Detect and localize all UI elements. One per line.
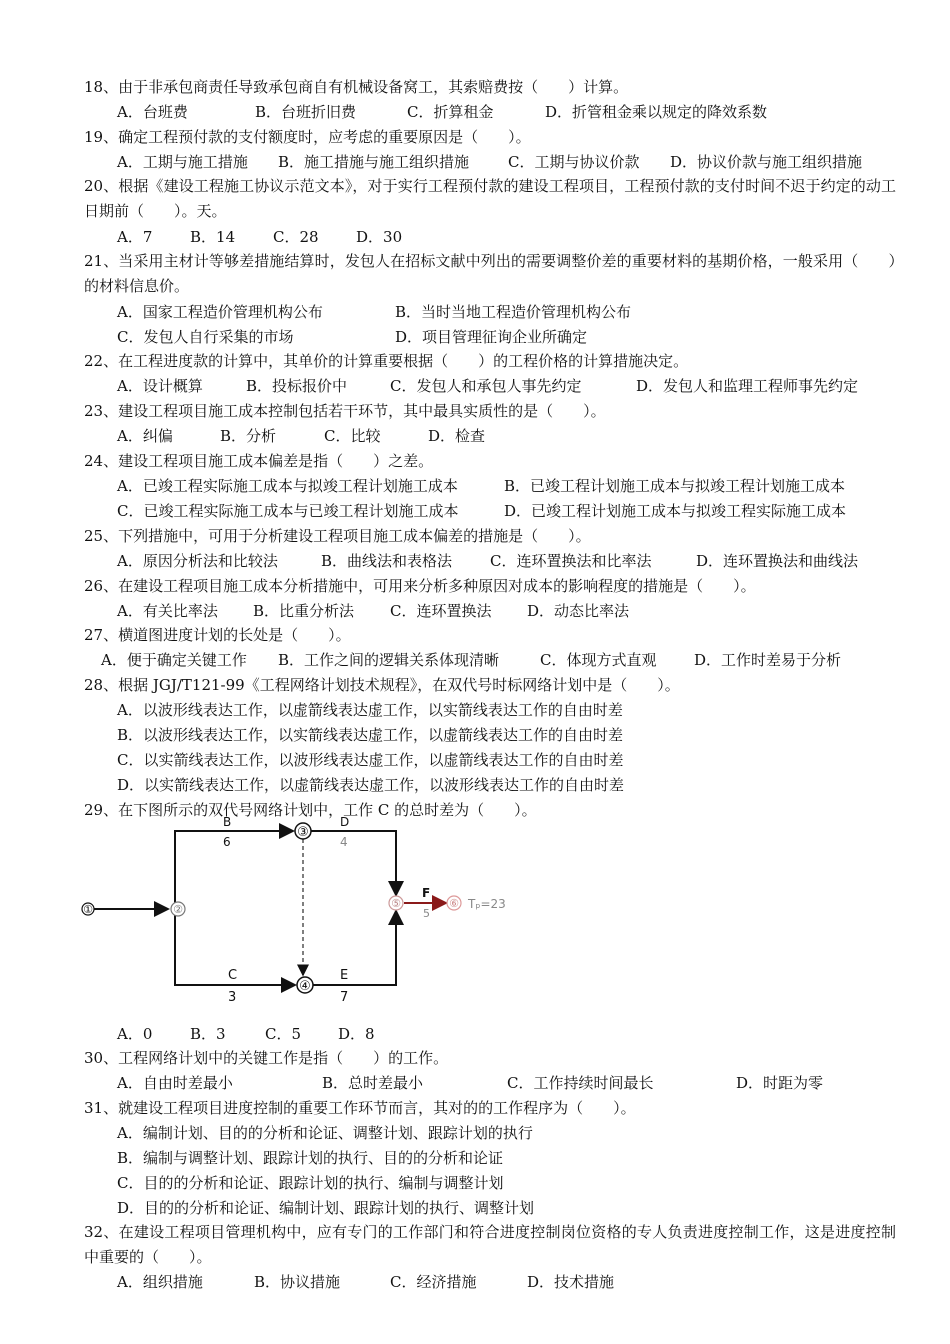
q25-option-d: D．连环置换法和曲线法 xyxy=(696,552,859,570)
q24-option-b: B．已竣工程计划施工成本与拟竣工程计划施工成本 xyxy=(504,477,846,495)
activity-d-label: D xyxy=(340,815,350,829)
node-4-label: ④ xyxy=(299,979,311,994)
node-1 xyxy=(82,903,94,916)
q28-option-d: D．以实箭线表达工作，以虚箭线表达虚工作，以波形线表达工作的自由时差 xyxy=(117,776,625,794)
q32-option-d: D．技术措施 xyxy=(527,1273,615,1291)
q21-option-c: C．发包人自行采集的市场 xyxy=(117,328,294,346)
q27-option-b: B．工作之间的逻辑关系体现清晰 xyxy=(278,651,500,669)
activity-e-duration: 7 xyxy=(340,990,349,1005)
q25-option-b: B．曲线法和表格法 xyxy=(321,552,453,570)
arrow-b xyxy=(175,831,293,909)
q30-option-b: B．总时差最小 xyxy=(322,1074,424,1092)
q29-option-a: A．0 xyxy=(117,1025,153,1043)
q30-option-c: C．工作持续时间最长 xyxy=(507,1074,654,1092)
question-30-stem: 30、工程网络计划中的关键工作是指（ ）的工作。 xyxy=(84,1049,449,1067)
q20-option-b: B．14 xyxy=(190,228,236,246)
question-20-stem: 20、根据《建设工程施工协议示范文本》，对于实行工程预付款的建设工程项目，工程预付款的支付时间不迟于约定的动工日期前（ ）。天。 xyxy=(84,177,896,220)
q28-option-a: A．以波形线表达工作，以虚箭线表达虚工作，以实箭线表达工作的自由时差 xyxy=(117,701,623,719)
q22-option-a: A．设计概算 xyxy=(117,377,203,395)
q23-option-a: A．纠偏 xyxy=(117,427,173,445)
q32-option-b: B．协议措施 xyxy=(254,1273,341,1291)
q32-option-a: A．组织措施 xyxy=(117,1273,203,1291)
question-31-stem: 31、就建设工程项目进度控制的重要工作环节而言，其对的的工作程序为（ ）。 xyxy=(84,1099,636,1117)
q19-option-a: A．工期与施工措施 xyxy=(117,153,248,171)
node-3 xyxy=(295,823,311,840)
activity-f-label: F xyxy=(422,886,431,900)
q20-option-c: C．28 xyxy=(273,228,319,246)
q31-option-c: C．目的的分析和论证、跟踪计划的执行、编制与调整计划 xyxy=(117,1174,504,1192)
question-21-stem: 21、当采用主材计等够差措施结算时，发包人在招标文献中列出的需要调整价差的重要材料的基期价格，一般采用（ ）的材料信息价。 xyxy=(84,252,896,295)
question-32-stem: 32、在建设工程项目管理机构中，应有专门的工作部门和符合进度控制岗位资格的专人负责进度控制工作，这是进度控制中重要的（ ）。 xyxy=(84,1223,896,1266)
q26-option-a: A．有关比率法 xyxy=(117,602,218,620)
q27-option-c: C．体现方式直观 xyxy=(540,651,657,669)
q26-option-d: D．动态比率法 xyxy=(527,602,630,620)
activity-f-duration: 5 xyxy=(423,907,430,920)
arrow-e xyxy=(313,911,396,985)
q20-option-a: A．7 xyxy=(117,228,153,246)
q32-option-c: C．经济措施 xyxy=(390,1273,477,1291)
q22-option-b: B．投标报价中 xyxy=(246,377,348,395)
q28-option-b: B．以波形线表达工作，以实箭线表达虚工作，以虚箭线表达工作的自由时差 xyxy=(117,726,624,744)
q19-option-b: B．施工措施与施工组织措施 xyxy=(278,153,470,171)
q18-option-b: B．台班折旧费 xyxy=(255,103,357,121)
q26-option-c: C．连环置换法 xyxy=(390,602,492,620)
q30-option-d: D．时距为零 xyxy=(736,1074,824,1092)
node-6 xyxy=(447,896,461,910)
q31-option-d: D．目的的分析和论证、编制计划、跟踪计划的执行、调整计划 xyxy=(117,1199,535,1217)
question-28-stem: 28、根据 JGJ/T121-99《工程网络计划技术规程》，在双代号时标网络计划中是（ ）。 xyxy=(84,676,680,694)
q21-option-d: D．项目管理征询企业所确定 xyxy=(395,328,588,346)
q23-option-b: B．分析 xyxy=(220,427,277,445)
q27-option-a: A．便于确定关键工作 xyxy=(101,651,247,669)
q20-option-d: D．30 xyxy=(356,228,403,246)
q31-option-b: B．编制与调整计划、跟踪计划的执行、目的的分析和论证 xyxy=(117,1149,504,1167)
activity-b-duration: 6 xyxy=(223,835,231,849)
activity-b-label: B xyxy=(223,815,232,829)
node-6-label: ⑥ xyxy=(449,897,459,910)
question-24-stem: 24、建设工程项目施工成本偏差是指（ ）之差。 xyxy=(84,452,434,470)
q24-option-a: A．已竣工程实际施工成本与拟竣工程计划施工成本 xyxy=(117,477,458,495)
q24-option-d: D．已竣工程计划施工成本与拟竣工程实际施工成本 xyxy=(504,502,847,520)
question-19-stem: 19、确定工程预付款的支付额度时，应考虑的重要原因是（ ）。 xyxy=(84,128,531,146)
q25-option-a: A．原因分析法和比较法 xyxy=(117,552,278,570)
node-5 xyxy=(389,896,403,910)
activity-c-label: C xyxy=(228,968,238,983)
network-diagram xyxy=(78,815,518,1005)
question-26-stem: 26、在建设工程项目施工成本分析措施中，可用来分析多种原因对成本的影响程度的措施是（ ）。 xyxy=(84,577,756,595)
question-27-stem: 27、横道图进度计划的长处是（ ）。 xyxy=(84,626,351,644)
node-5-label: ⑤ xyxy=(391,897,401,910)
q18-option-c: C．折算租金 xyxy=(407,103,494,121)
tp-label: Tₚ=23 xyxy=(468,897,506,911)
question-29-stem: 29、在下图所示的双代号网络计划中，工作 C 的总时差为（ ）。 xyxy=(84,801,537,819)
q30-option-a: A．自由时差最小 xyxy=(117,1074,233,1092)
activity-d-duration: 4 xyxy=(340,835,348,849)
q19-option-c: C．工期与协议价款 xyxy=(508,153,640,171)
node-2 xyxy=(171,902,185,916)
q21-option-a: A．国家工程造价管理机构公布 xyxy=(117,303,323,321)
node-4 xyxy=(297,977,313,994)
q29-option-c: C．5 xyxy=(265,1025,302,1043)
q23-option-c: C．比较 xyxy=(324,427,381,445)
activity-c-duration: 3 xyxy=(228,990,237,1005)
q18-option-d: D．折管租金乘以规定的降效系数 xyxy=(545,103,768,121)
q23-option-d: D．检查 xyxy=(428,427,486,445)
q24-option-c: C．已竣工程实际施工成本与已竣工程计划施工成本 xyxy=(117,502,459,520)
question-22-stem: 22、在工程进度款的计算中，其单价的计算重要根据（ ）的工程价格的计算措施决定。 xyxy=(84,352,689,370)
q22-option-d: D．发包人和监理工程师事先约定 xyxy=(636,377,859,395)
activity-e-label: E xyxy=(340,968,349,983)
q18-option-a: A．台班费 xyxy=(117,103,188,121)
q29-option-d: D．8 xyxy=(338,1025,375,1043)
q28-option-c: C．以实箭线表达工作，以波形线表达虚工作，以虚箭线表达工作的自由时差 xyxy=(117,751,624,769)
node-2-label: ② xyxy=(173,903,183,916)
question-18-stem: 18、由于非承包商责任导致承包商自有机械设备窝工，其索赔费按（ ）计算。 xyxy=(84,78,629,96)
q19-option-d: D．协议价款与施工组织措施 xyxy=(670,153,863,171)
node-1-label: ① xyxy=(83,903,93,916)
node-3-label: ③ xyxy=(297,825,309,840)
q22-option-c: C．发包人和承包人事先约定 xyxy=(390,377,582,395)
q26-option-b: B．比重分析法 xyxy=(253,602,355,620)
q31-option-a: A．编制计划、目的的分析和论证、调整计划、跟踪计划的执行 xyxy=(117,1124,533,1142)
q25-option-c: C．连环置换法和比率法 xyxy=(490,552,652,570)
question-25-stem: 25、下列措施中，可用于分析建设工程项目施工成本偏差的措施是（ ）。 xyxy=(84,527,591,545)
q21-option-b: B．当时当地工程造价管理机构公布 xyxy=(395,303,632,321)
question-23-stem: 23、建设工程项目施工成本控制包括若干环节，其中最具实质性的是（ ）。 xyxy=(84,402,606,420)
q29-option-b: B．3 xyxy=(190,1025,226,1043)
arrow-d xyxy=(311,831,396,895)
q27-option-d: D．工作时差易于分析 xyxy=(694,651,842,669)
